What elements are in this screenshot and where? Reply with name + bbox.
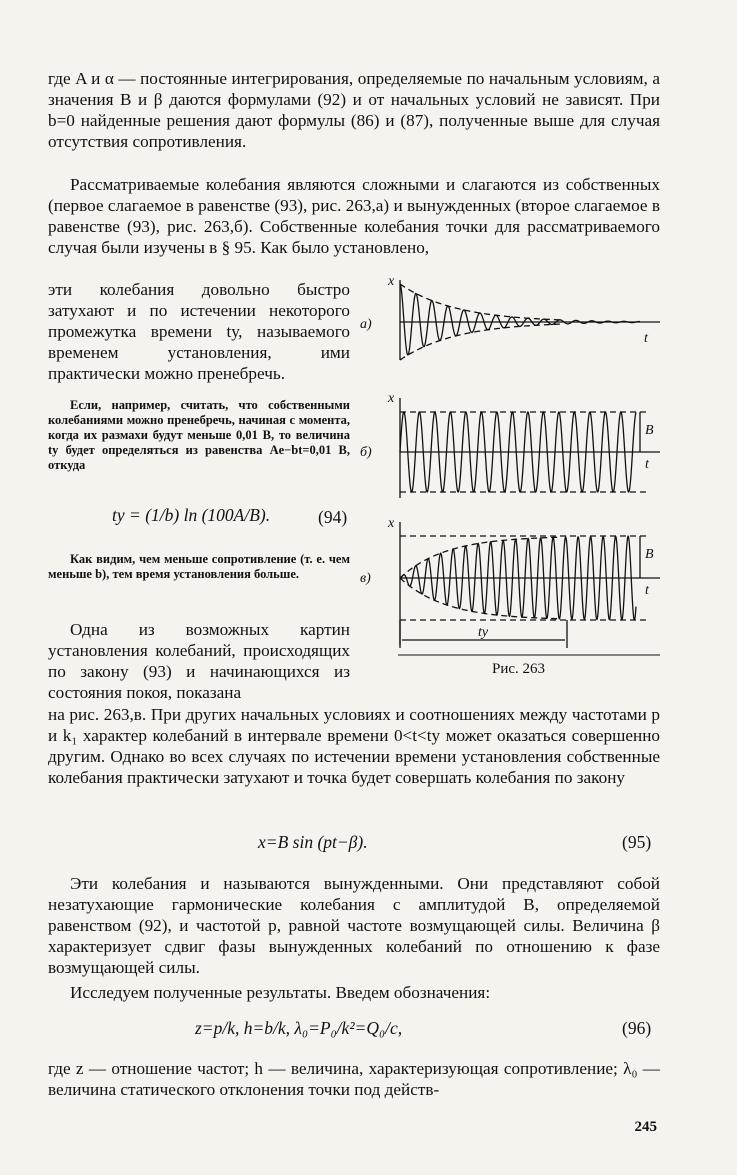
label-t-b: t (645, 457, 649, 472)
paragraph-5: на рис. 263,в. При других начальных условиях и соотношениях между частотами p и k₁ характер колебаний в интервале времени 0<t<tу может оказаться совершенно другим. Однако во всех случаях по истечении времени установления собственные колебания практически затухают и точка будет совершать колебания по закону (48, 705, 660, 787)
figure-caption: Рис. 263 (492, 661, 546, 677)
label-t-a: t (644, 331, 648, 346)
envelope-lower-c (400, 578, 560, 619)
paragraph-2: Рассматриваемые колебания являются сложными и слагаются из собственных (первое слагаемое в равенстве (93), рис. 263,а) и вынужденных (второе слагаемое в равенстве (93), рис. 263,б). Собственные колебания точки для рассматриваемого случая были изучены в § 95. Как было установлено, (48, 175, 660, 257)
curve-c (400, 536, 636, 619)
label-ty-c: tу (478, 625, 489, 640)
label-x-a: x (388, 274, 395, 289)
label-panel-c: в) (360, 571, 371, 586)
small-note-1: Если, например, считать, что собственными колебаниями можно пренебречь, начиная с момента, когда их размахи будут меньше 0,01 B, то величина tу будет определяться из равенства Ae−bt=0,01 B, откуда (48, 398, 350, 472)
paragraph-1: где A и α — постоянные интегрирования, определяемые по начальным условиям, а значения B и β даются формулами (92) и от начальных условий не зависят. При b=0 найденные решения дают формулы (86) и (87), полученные выше для случая отсутствия сопротивления. (48, 69, 660, 151)
curve-a (400, 284, 640, 355)
label-panel-b: б) (360, 445, 372, 460)
equation-94: tу = (1/b) ln (100A/B). (112, 505, 271, 525)
equation-96-number: (96) (622, 1018, 652, 1038)
equation-95: x=B sin (pt−β). (258, 832, 368, 852)
envelope-lower-a (400, 324, 560, 360)
envelope-upper-c (400, 537, 560, 578)
equation-96: z=p/k, h=b/k, λ₀=P₀/k²=Q₀/c, (195, 1018, 403, 1038)
curve-b (400, 412, 636, 492)
paragraph-6: Эти колебания и называются вынужденными. Они представляют собой незатухающие гармонические колебания с амплитудой B, определяемой равенством (92), и частотой p, равной частоте возмущающей силы. Величина β характеризует сдвиг фазы вынужденных колебаний по отношению к фазе возмущающей силы. (48, 874, 660, 977)
label-x-b: x (388, 391, 395, 406)
small-note-2: Как видим, чем меньше сопротивление (т. е. чем меньше b), тем время установления больше. (48, 552, 350, 581)
label-B-c: B (645, 547, 654, 562)
paragraph-4: Одна из возможных картин установления колебаний, происходящих по закону (93) и начинающихся из состояния покоя, показана (48, 620, 350, 702)
paragraph-3: эти колебания довольно быстро затухают и по истечении некоторого промежутка времени tу, называемого временем установления, ими практически можно пренебречь. (48, 280, 350, 383)
paragraph-8: где z — отношение частот; h — величина, характеризующая сопротивление; λ₀ — величина статического отклонения точки под действ- (48, 1059, 660, 1099)
label-t-c: t (645, 583, 649, 598)
envelope-upper-a (400, 284, 560, 320)
equation-94-number: (94) (318, 507, 348, 527)
equation-95-number: (95) (622, 832, 652, 852)
label-B-b: B (645, 423, 654, 438)
label-panel-a: а) (360, 317, 372, 332)
paragraph-7: Исследуем полученные результаты. Введем обозначения: (70, 983, 491, 1002)
page-number: 245 (634, 1119, 657, 1135)
label-x-c: x (388, 516, 395, 531)
